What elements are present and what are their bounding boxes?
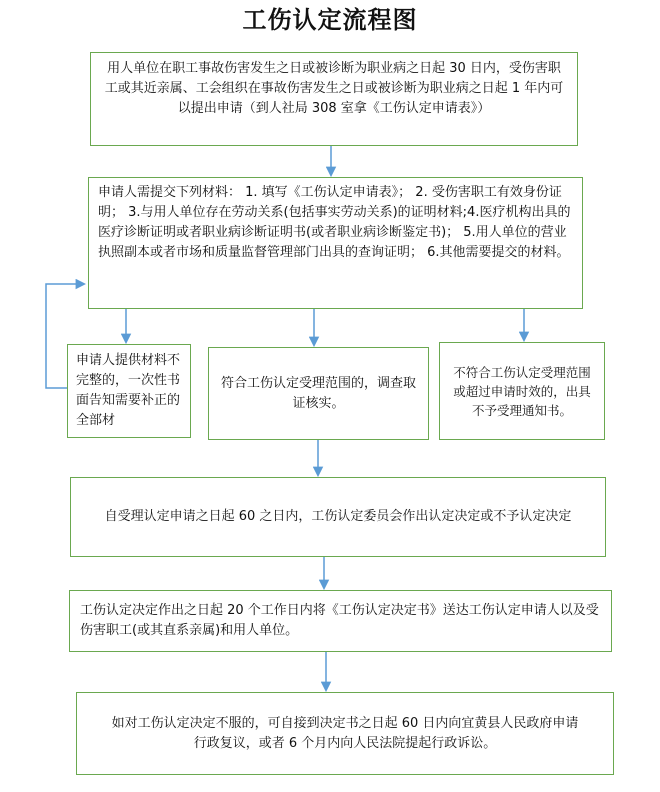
- required-materials-text: 申请人需提交下列材料： 1. 填写《工伤认定申请表》； 2. 受伤害职工有效身份证明； 3.与用人单位存在劳动关系(包括事实劳动关系)的证明材料;4.医疗机构出具的医疗诊断证明或者职业病诊断证明书(或者职业病诊断鉴定书)； 5.用人单位的营业执照副本或者市场和质量监督管理部门出具的查询证明； 6.其他需要提交的材料。: [98, 185, 571, 260]
- incomplete-materials-text: 申请人提供材料不完整的，一次性书面告知需要补正的全部材: [76, 353, 181, 428]
- delivery-text: 工伤认定决定作出之日起 20 个工作日内将《工伤认定决定书》送达工伤认定申请人以及受伤害职工(或其直系亲属)和用人单位。: [80, 603, 599, 638]
- decision-text: 自受理认定申请之日起 60 之日内，工伤认定委员会作出认定决定或不予认定决定: [104, 509, 572, 524]
- appeal-text: 如对工伤认定决定不服的，可自接到决定书之日起 60 日内向宜黄县人民政府申请行政复议，或者 6 个月内向人民法院提起行政诉讼。: [111, 715, 579, 751]
- page-title: 工伤认定流程图: [242, 6, 418, 34]
- arrow-incomplete-loop-back: [46, 284, 84, 388]
- not-accepted-text: 不符合工伤认定受理范围或超过申请时效的，出具不予受理通知书。: [453, 364, 591, 418]
- application-deadline-text: 用人单位在职工事故伤害发生之日或被诊断为职业病之日起 30 日内，受伤害职工或其近亲属、工会组织在事故伤害发生之日或被诊断为职业病之日起 1 年内可以提出申请（到人社局 308 室拿《工伤认定申请表》）: [104, 61, 564, 116]
- accepted-text: 符合工伤认定受理范围的，调查取证核实。: [220, 375, 416, 411]
